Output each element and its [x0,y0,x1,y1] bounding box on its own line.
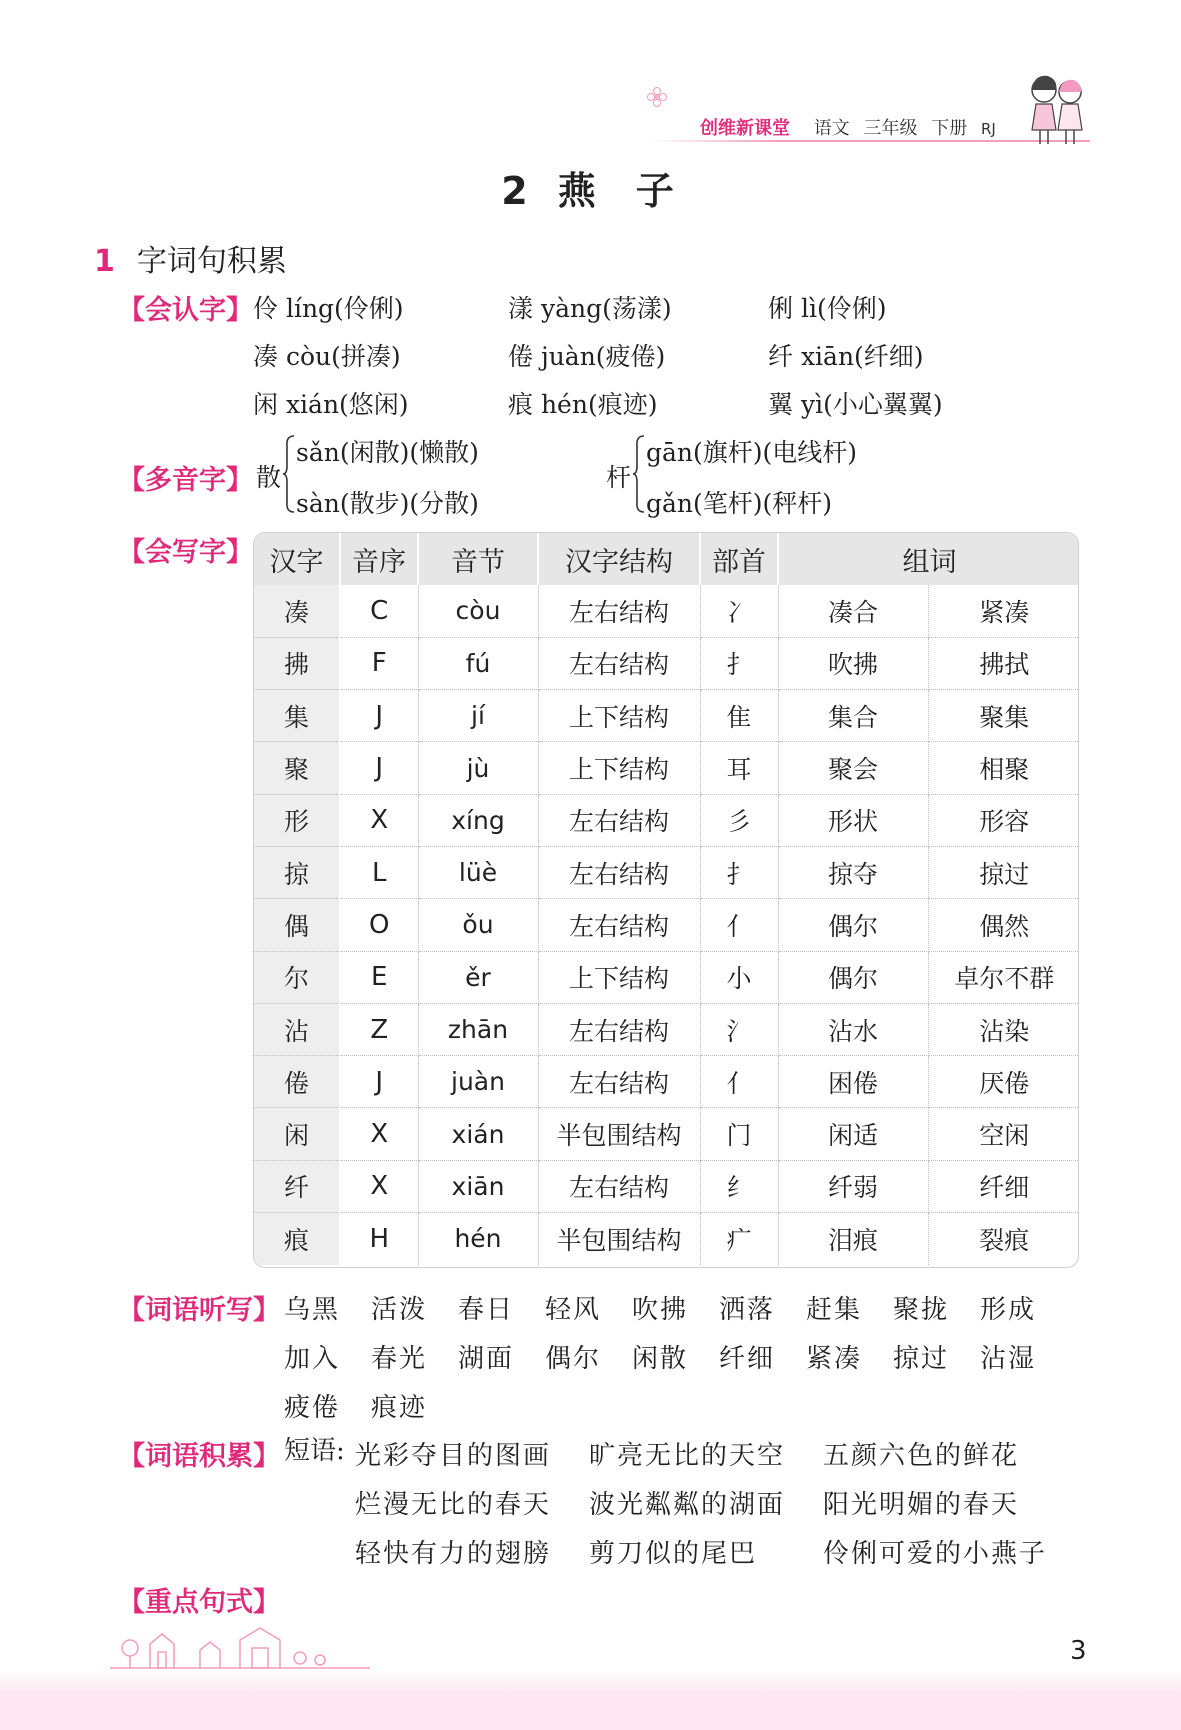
table-row [254,690,1079,742]
cell-radical: 耳 [700,742,778,794]
table-row [254,1003,1079,1055]
cell-radical: 扌 [700,846,778,898]
polyphonic-reading: gǎn(笔杆)(秤杆) [646,489,833,518]
cell-radical: 门 [700,1108,778,1160]
cell-initial: X [340,1160,418,1212]
cell-radical: 亻 [700,1056,778,1108]
section-title: 字词句积累 [136,244,287,279]
cell-pinyin: jù [418,742,538,794]
cell-character: 集 [254,690,340,742]
phrase: 光彩夺目的图画 [355,1441,552,1471]
cell-word: 偶尔 [778,899,928,951]
cell-pinyin: ěr [418,951,538,1003]
cell-word: 掠夺 [778,846,928,898]
dictation-word: 轻风 [545,1295,602,1325]
dictation-word: 痕迹 [371,1393,428,1423]
cell-word: 沾水 [778,1003,928,1055]
cell-word: 凑合 [778,585,928,637]
cell-character: 拂 [254,637,340,689]
cell-initial: C [340,585,418,637]
polyphonic-label: 【多音字】 [118,465,253,496]
cell-structure: 半包围结构 [538,1213,700,1265]
polyphonic-reading: sàn(散步)(分散) [296,489,479,518]
dictation-word: 乌黑 [284,1295,341,1325]
recognize-item: 伶 líng(伶俐) [253,294,404,323]
town-illustration-icon [110,1620,370,1670]
cell-word: 形容 [928,794,1079,846]
cell-pinyin: zhān [418,1003,538,1055]
dictation-row [284,1387,458,1424]
volume: 下册 [931,118,968,139]
dictation-word: 疲倦 [284,1393,341,1423]
cell-word: 空闲 [928,1108,1079,1160]
cell-word: 集合 [778,690,928,742]
polyphonic-reading: sǎn(闲散)(懒散) [296,438,479,467]
footer-band [0,1670,1181,1730]
cell-character: 偶 [254,899,340,951]
cell-radical: 亻 [700,899,778,951]
cell-word: 拂拭 [928,637,1079,689]
running-header [700,114,1004,140]
cell-structure: 左右结构 [538,846,700,898]
cell-word: 厌倦 [928,1056,1079,1108]
polyphonic-reading: gān(旗杆)(电线杆) [646,438,858,467]
section-number: 1 [94,244,115,279]
recognize-item: 倦 juàn(疲倦) [508,342,666,371]
cell-word: 闲适 [778,1108,928,1160]
cell-word: 相聚 [928,742,1079,794]
cell-character: 纤 [254,1160,340,1212]
dictation-word: 湖面 [458,1344,515,1374]
cell-character: 痕 [254,1213,340,1265]
write-label: 【会写字】 [118,537,253,568]
cell-word: 紧凑 [928,585,1079,637]
cell-word: 困倦 [778,1056,928,1108]
cell-word: 卓尔不群 [928,951,1079,1003]
edition: RJ [980,120,996,138]
cell-radical: 扌 [700,637,778,689]
cell-pinyin: còu [418,585,538,637]
cell-structure: 左右结构 [538,1003,700,1055]
dictation-row [284,1338,1067,1375]
table-row [254,637,1079,689]
section-heading [94,236,287,280]
recognize-item: 纤 xiān(纤细) [768,342,924,371]
cell-structure: 半包围结构 [538,1108,700,1160]
recognize-item: 闲 xián(悠闲) [253,390,409,419]
polyphonic-char: 散 [256,463,282,492]
accumulate-label: 【词语积累】 [118,1441,280,1472]
table-row [254,1108,1079,1160]
recognize-item: 俐 lì(伶俐) [768,294,887,323]
dictation-word: 吹拂 [632,1295,689,1325]
cartoon-girls-icon [1022,70,1092,150]
cell-structure: 左右结构 [538,1056,700,1108]
cell-pinyin: ǒu [418,899,538,951]
cell-pinyin: jí [418,690,538,742]
cell-structure: 左右结构 [538,1160,700,1212]
cell-pinyin: hén [418,1213,538,1265]
brand-name: 创维新课堂 [700,118,790,139]
cell-initial: E [340,951,418,1003]
recognize-item: 凑 còu(拼凑) [253,342,401,371]
dictation-word: 闲散 [632,1344,689,1374]
cell-structure: 左右结构 [538,794,700,846]
table-row [254,742,1079,794]
dictation-word: 春光 [371,1344,428,1374]
cell-initial: L [340,846,418,898]
dictation-word: 纤细 [719,1344,776,1374]
phrase: 轻快有力的翅膀 [355,1539,552,1569]
phrase-row [355,1484,1057,1521]
dictation-word: 聚拢 [893,1295,950,1325]
table-row [254,585,1079,637]
cell-radical: 疒 [700,1213,778,1265]
cell-radical: 隹 [700,690,778,742]
cell-initial: J [340,690,418,742]
phrase: 烂漫无比的春天 [355,1490,552,1520]
subject: 语文 [813,118,850,139]
cell-character: 沾 [254,1003,340,1055]
dictation-word: 春日 [458,1295,515,1325]
cell-radical: 小 [700,951,778,1003]
table-row [254,899,1079,951]
phrase: 剪刀似的尾巴 [589,1539,758,1569]
cell-word: 聚集 [928,690,1079,742]
grade: 三年级 [863,118,918,139]
phrase: 五颜六色的鲜花 [823,1441,1020,1471]
cell-structure: 上下结构 [538,690,700,742]
recognize-item: 漾 yàng(荡漾) [508,294,672,323]
cell-initial: F [340,637,418,689]
cell-initial: J [340,742,418,794]
recognize-label: 【会认字】 [118,295,253,326]
cell-initial: X [340,1108,418,1160]
cell-structure: 上下结构 [538,742,700,794]
cell-structure: 左右结构 [538,899,700,951]
cell-character: 聚 [254,742,340,794]
dictation-word: 沾湿 [980,1344,1037,1374]
phrase-row [355,1533,1057,1570]
table-row [254,951,1079,1003]
dictation-row [284,1289,1067,1326]
column-header: 音序 [340,533,418,585]
cell-word: 裂痕 [979,1225,1030,1255]
cell-word: 纤弱 [778,1160,928,1212]
cell-structure: 左右结构 [538,637,700,689]
cell-radical: 氵 [700,1003,778,1055]
table-row [254,1056,1079,1108]
table-row [254,1160,1079,1212]
dictation-word: 形成 [980,1295,1037,1325]
phrase: 阳光明媚的春天 [823,1490,1020,1520]
cell-structure: 左右结构 [538,585,700,637]
cell-initial: Z [340,1003,418,1055]
polyphonic-char: 杆 [606,463,632,492]
cell-word: 掠过 [928,846,1079,898]
dictation-word: 赶集 [806,1295,863,1325]
cell-initial: X [340,794,418,846]
cell-radical: 冫 [700,585,778,637]
lesson-number: 2 [501,169,534,213]
column-header: 音节 [418,533,538,585]
cell-pinyin: xián [418,1108,538,1160]
lesson-title-char-1: 燕 [557,169,602,213]
cell-pinyin: xiān [418,1160,538,1212]
table-row [254,1213,1079,1265]
cell-radical: 彡 [700,794,778,846]
cell-initial: H [340,1213,418,1265]
cell-word: 沾染 [928,1003,1079,1055]
key-sentences-label: 【重点句式】 [118,1587,280,1618]
dictation-word: 掠过 [893,1344,950,1374]
cell-pinyin: lüè [418,846,538,898]
phrase: 伶俐可爱的小燕子 [823,1539,1048,1569]
recognize-item: 痕 hén(痕迹) [508,390,658,419]
cell-character: 掠 [254,846,340,898]
table-header-row [254,533,1079,585]
cell-radical: 纟 [700,1160,778,1212]
cell-pinyin: xíng [418,794,538,846]
dictation-label: 【词语听写】 [118,1295,280,1326]
cell-character: 倦 [254,1056,340,1108]
cell-word: 形状 [778,794,928,846]
cell-character: 凑 [254,585,340,637]
column-header: 汉字 [254,533,340,585]
table-row [254,794,1079,846]
column-header: 汉字结构 [538,533,700,585]
phrase: 波光粼粼的湖面 [589,1490,786,1520]
cell-structure: 上下结构 [538,951,700,1003]
cell-character: 闲 [254,1108,340,1160]
dictation-word: 加入 [284,1344,341,1374]
cell-character: 尔 [254,951,340,1003]
phrase-prefix: 短语: [284,1436,345,1466]
cell-word: 纤细 [928,1160,1079,1212]
recognize-item: 翼 yì(小心翼翼) [768,390,943,419]
phrase-row [355,1435,1057,1472]
cell-initial: O [340,899,418,951]
brace-icon [632,434,646,514]
column-header: 部首 [700,533,778,585]
lesson-title-char-2: 子 [635,169,680,213]
cell-word: 吹拂 [778,637,928,689]
cell-word: 偶然 [928,899,1079,951]
cell-word: 偶尔 [778,951,928,1003]
lesson-title [0,160,1181,215]
phrase: 旷亮无比的天空 [589,1441,786,1471]
cell-pinyin: juàn [418,1056,538,1108]
cell-pinyin: fú [418,637,538,689]
cell-initial: J [340,1056,418,1108]
dictation-word: 洒落 [719,1295,776,1325]
dictation-word: 偶尔 [545,1344,602,1374]
column-header: 组词 [778,533,1079,585]
table-row [254,846,1079,898]
cell-word: 泪痕 [778,1213,928,1265]
cell-character: 形 [254,794,340,846]
brace-icon [282,434,296,514]
dictation-word: 活泼 [371,1295,428,1325]
characters-table [253,532,1079,1268]
dictation-word: 紧凑 [806,1344,863,1374]
page-number: 3 [1070,1636,1087,1666]
flower-decoration-icon [646,86,668,108]
cell-word: 聚会 [778,742,928,794]
